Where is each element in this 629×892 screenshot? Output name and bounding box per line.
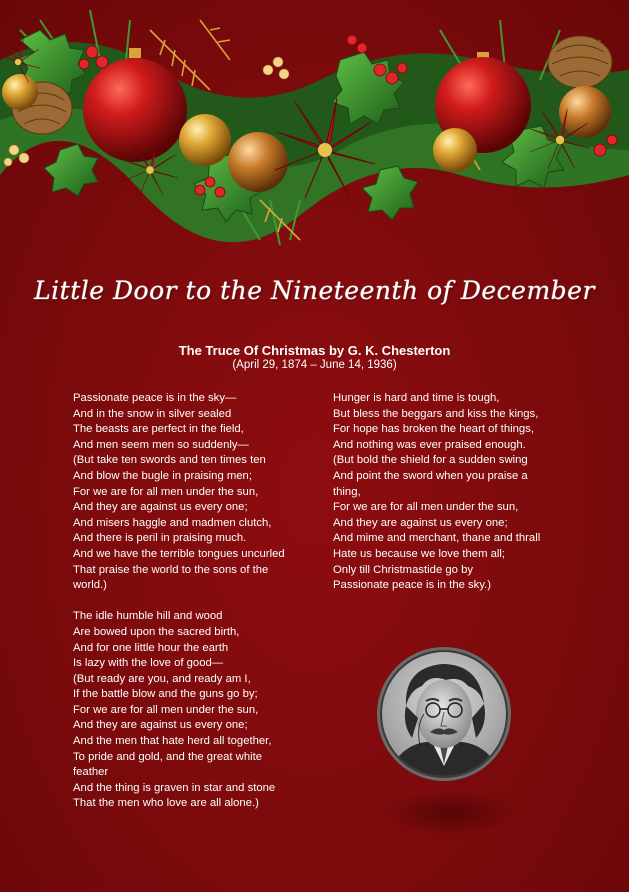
poem-author-dates: (April 29, 1874 – June 14, 1936) (232, 359, 397, 371)
poem-line: For we are for all men under the sun, (73, 703, 259, 716)
poem-line: feather (73, 766, 109, 779)
poem-line: And the thing is graven in star and stone (73, 781, 276, 794)
poem-line: And the men that hate herd all together, (73, 735, 272, 748)
poem-line: thing, (333, 485, 361, 498)
poem-line: And misers haggle and madmen clutch, (73, 516, 272, 529)
poem-line: If the battle blow and the guns go by; (73, 688, 258, 701)
poem-line: And there is peril in praising much. (73, 532, 247, 545)
poem-line: For we are for all men under the sun, (73, 485, 259, 498)
poem-line: (But bold the shield for a sudden swing (333, 454, 528, 467)
page-title: Little Door to the Nineteenth of December (34, 276, 595, 305)
poem-line: And point the sword when you praise a (333, 469, 528, 482)
stanza-break (73, 594, 303, 610)
poem-line: Hunger is hard and time is tough, (333, 392, 500, 404)
poem-line: And nothing was ever praised enough. (333, 438, 526, 451)
poem-line: (But take ten swords and ten times ten (73, 454, 266, 467)
poem-line: And for one little hour the earth (73, 641, 229, 654)
poem-line: Passionate peace is in the sky.) (333, 579, 492, 592)
poem-right-column (333, 391, 573, 594)
poem-line: The beasts are perfect in the field, (73, 423, 244, 436)
poem-line: And mime and merchant, thane and thrall (333, 532, 541, 545)
poem-line: That the men who love are all alone.) (73, 797, 259, 810)
poem-line: For hope has broken the heart of things, (333, 423, 534, 436)
poem-line: For we are for all men under the sun, (333, 501, 519, 514)
poem-line: And we have the terrible tongues uncurled (73, 547, 285, 560)
portrait-shadow (380, 790, 520, 836)
poem-line: Hate us because we love them all; (333, 547, 506, 560)
poem-line: world.) (73, 579, 107, 592)
christmas-garland-image (0, 0, 629, 250)
poem-line: And men seem men so suddenly— (73, 438, 249, 451)
poem-line: And in the snow in silver sealed (73, 407, 232, 420)
poem-line: But bless the beggars and kiss the kings, (333, 407, 539, 420)
poem-line: Only till Christmastide go by (333, 563, 474, 576)
poem-line: To pride and gold, and the great white (73, 750, 263, 763)
poem-line: And they are against us every one; (73, 719, 248, 732)
poem-left-column (73, 391, 303, 812)
poem-line: That praise the world to the sons of the (73, 563, 269, 576)
poem-line: The idle humble hill and wood (73, 610, 223, 623)
poem-line: And they are against us every one; (73, 501, 248, 514)
poem-line: Are bowed upon the sacred birth, (73, 625, 240, 638)
poem-line: And blow the bugle in praising men; (73, 469, 252, 482)
poem-line: Passionate peace is in the sky— (73, 392, 237, 404)
author-portrait-image (376, 646, 512, 782)
poem-line: (But ready are you, and ready am I, (73, 672, 251, 685)
poem-line: Is lazy with the love of good— (73, 657, 224, 670)
poem-heading: The Truce Of Christmas by G. K. Chesterton (178, 343, 451, 358)
poem-line: And they are against us every one; (333, 516, 508, 529)
